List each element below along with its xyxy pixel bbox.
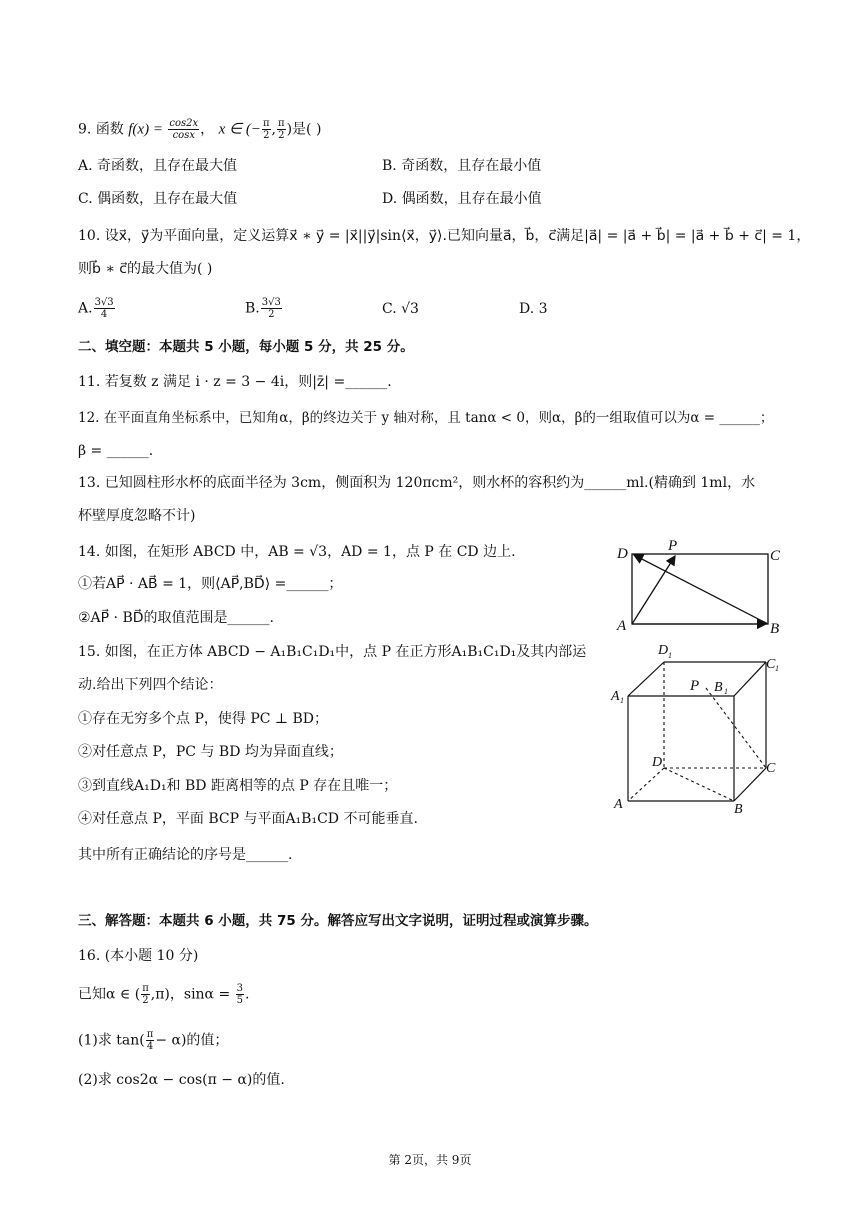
label-b: B [734,802,743,817]
q15-line-1: 15. 如图，在正方体 ABCD − A₁B₁C₁D₁中，点 P 在正方形A₁B₁C₁D₁及其内部运 [78,644,587,660]
label-b1-sub: 1 [724,687,728,696]
q13-line-1: 13. 已知圆柱形水杯的底面半径为 3cm，侧面积为 120πcm²，则水杯的容积约为______ml.(精确到 1ml，水 [78,475,756,491]
q16-title: 16. (本小题 10 分) [78,948,199,964]
label-a: A [614,797,623,812]
label-a1: A [611,689,620,704]
section-3-heading: 三、解答题：本题共 6 小题，共 75 分。解答应写出文字说明，证明过程或演算步骤。 [78,913,598,929]
q14-rectangle-figure [612,538,792,638]
q9-stem [78,118,321,141]
q10-option-a [78,297,116,320]
q16-frac-pi2: $\frac{\pi}{2}$ [142,983,149,1006]
q9-fraction [168,118,199,141]
label-d: D [652,755,663,770]
q12-line-2: β = ______. [78,443,154,459]
q9-option-d: D. 偶函数，且存在最小值 [382,191,542,207]
q15-line-7: 其中所有正确结论的序号是______. [78,847,293,863]
label-d1-sub: 1 [668,651,672,660]
q16-part-1-b: − α)的值； [155,1032,229,1049]
q10-option-b-label: B. [245,300,260,317]
q9-function: f(x) = [128,121,163,138]
label-p: P [668,538,678,554]
label-c1: C [766,657,776,672]
q16-given [78,983,249,1006]
q9-number: 9. [78,121,92,138]
q16-given-a: 已知α ∈ ( [78,986,141,1003]
q16-given-c: . [245,986,250,1003]
label-p: P [690,678,700,694]
q16-part-2: (2)求 cos2α − cos(π − α)的值. [78,1072,285,1088]
label-d: D [617,546,628,562]
q16-part-1-a: (1)求 tan( [78,1032,145,1049]
q15-cube-figure [606,638,796,818]
q9-option-a: A. 奇函数，且存在最大值 [78,158,238,174]
label-c1-sub: 1 [775,664,779,673]
q16-given-b: ,π)，sinα = [150,986,231,1003]
q9-numerator: cos2x [169,118,199,129]
q15-line-3: ①存在无穷多个点 P，使得 PC ⊥ BD； [78,711,329,727]
q10-option-b-value: $\frac{3√3}{2}$ [261,297,281,320]
q9-close: ) [286,121,293,138]
label-a1-sub: 1 [620,696,624,705]
q15-line-4: ②对任意点 P，PC 与 BD 均为异面直线； [78,744,343,760]
vector-ap [632,556,675,624]
q15-line-5: ③到直线A₁D₁和 BD 距离相等的点 P 存在且唯一； [78,778,398,794]
q9-question-end: 是( ) [292,121,322,138]
q10-option-b [245,297,283,320]
q12-line-1: 12. 在平面直角坐标系中，已知角α，β的终边关于 y 轴对称，且 tanα < 0，则α，β的一组取值可以为α = ______； [78,410,774,426]
q9-option-c: C. 偶函数，且存在最大值 [78,191,238,207]
q16-frac-pi4: $\frac{\pi}{4}$ [146,1029,154,1052]
label-b1: B [714,680,723,695]
q9-domain: x ∈ (− [218,121,261,138]
q11: 11. 若复数 z 满足 i · z = 3 − 4i，则|z̄| =______. [78,374,392,390]
q10-option-a-value: $\frac{3√3}{4}$ [94,297,114,320]
page-footer: 第 2页，共 9页 [388,1153,472,1167]
q14-line-1: 14. 如图，在矩形 ABCD 中，AB = √3，AD = 1，点 P 在 CD 边上. [78,544,516,560]
q15-line-2: 动.给出下列四个结论： [78,677,223,693]
label-c: C [770,548,781,564]
q10-option-c: C. √3 [382,301,419,317]
q14-line-2: ①若AP⃗ · AB⃗ = 1，则⟨AP⃗,BD⃗⟩ =______； [78,576,343,592]
q13-line-2: 杯壁厚度忽略不计) [78,508,196,524]
q9-comma: ， [200,121,215,138]
q9-denominator: cosx [172,130,195,141]
q9-sep: , [271,121,276,138]
section-2-heading: 二、填空题：本题共 5 小题，每小题 5 分，共 25 分。 [78,339,414,355]
q16-frac-3-5: $\frac{3}{5}$ [236,983,244,1006]
q9-frac-pi2-b: $\frac{\pi}{2}$ [278,118,285,141]
label-a: A [617,618,627,634]
q10-option-a-label: A. [78,300,93,317]
q14-line-3: ②AP⃗ · BD⃗的取值范围是______. [78,610,274,626]
label-b: B [770,621,780,637]
q16-part-1 [78,1029,228,1052]
q10-option-d: D. 3 [519,301,548,317]
label-c: C [766,761,776,776]
q9-frac-pi2-a: $\frac{\pi}{2}$ [262,118,270,141]
q10-line-1: 10. 设x⃗，y⃗为平面向量，定义运算x⃗ ∗ y⃗ = |x⃗||y⃗|sin⟨x⃗，y⃗⟩.已知向量a⃗，b⃗，c⃗满足|a⃗| = |a⃗ + b⃗| = |a⃗ + b⃗ + c⃗| = 1， [78,228,811,244]
label-d1: D [658,643,669,658]
q9-stem-text: 函数 [95,121,124,138]
q10-line-2: 则b⃗ ∗ c⃗的最大值为( ) [78,261,213,277]
q15-line-6: ④对任意点 P，平面 BCP 与平面A₁B₁CD 不可能垂直. [78,811,418,827]
q9-option-b: B. 奇函数，且存在最小值 [382,158,542,174]
